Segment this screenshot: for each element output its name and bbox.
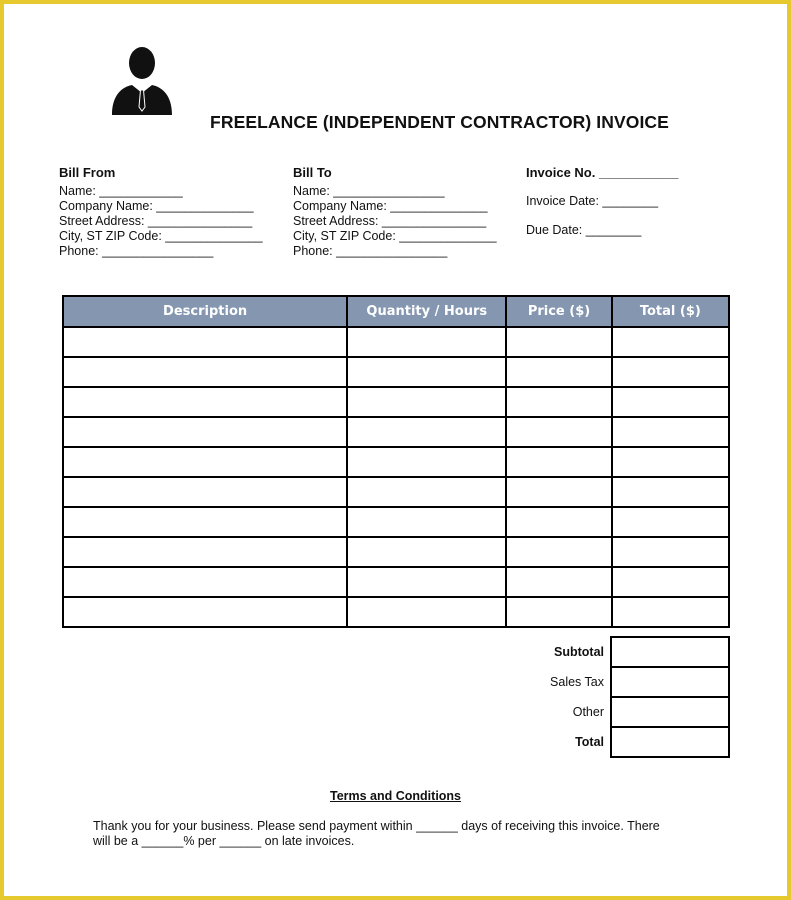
invoice-date-field[interactable]: Invoice Date: ________	[526, 194, 659, 208]
bill-from-city-field[interactable]: City, ST ZIP Code: ______________	[59, 229, 263, 243]
terms-heading: Terms and Conditions	[329, 789, 462, 803]
description-cell[interactable]	[63, 477, 347, 507]
bill-to-city-field[interactable]: City, ST ZIP Code: ______________	[293, 229, 497, 243]
price-cell[interactable]	[506, 447, 611, 477]
terms-line-2: will be a ______% per ______ on late invoices.	[93, 834, 355, 848]
quantity-cell[interactable]	[347, 507, 506, 537]
table-row	[63, 507, 729, 537]
total-cell[interactable]	[612, 477, 729, 507]
total-cell[interactable]	[612, 327, 729, 357]
other-row	[500, 697, 729, 727]
other-label: Other	[572, 705, 604, 719]
subtotal-label: Subtotal	[554, 645, 604, 659]
quantity-cell[interactable]	[347, 567, 506, 597]
bill-to-phone-field[interactable]: Phone: ________________	[293, 244, 448, 258]
quantity-cell[interactable]	[347, 597, 506, 627]
table-header-row	[63, 296, 729, 327]
header-price: Price ($)	[506, 296, 611, 327]
table-row	[63, 477, 729, 507]
price-cell[interactable]	[506, 507, 611, 537]
terms-line-1: Thank you for your business. Please send payment within ______ days of receiving this invoice. There	[93, 819, 660, 833]
price-cell[interactable]	[506, 417, 611, 447]
table-row	[63, 357, 729, 387]
subtotal-row	[500, 637, 729, 667]
total-row	[500, 727, 729, 757]
total-cell[interactable]	[612, 357, 729, 387]
total-cell[interactable]	[612, 567, 729, 597]
table-row	[63, 447, 729, 477]
total-cell[interactable]	[612, 537, 729, 567]
total-cell[interactable]	[612, 507, 729, 537]
businessman-icon	[110, 43, 174, 115]
price-cell[interactable]	[506, 537, 611, 567]
line-items-table	[62, 295, 730, 628]
quantity-cell[interactable]	[347, 357, 506, 387]
bill-from-name-field[interactable]: Name: ____________	[59, 184, 183, 198]
description-cell[interactable]	[63, 417, 347, 447]
bill-to-heading: Bill To	[293, 165, 332, 180]
bill-from-phone-field[interactable]: Phone: ________________	[59, 244, 214, 258]
subtotal-cell[interactable]	[611, 637, 729, 667]
quantity-cell[interactable]	[347, 477, 506, 507]
table-row	[63, 537, 729, 567]
header-description: Description	[63, 296, 347, 327]
total-cell[interactable]	[612, 447, 729, 477]
bill-from-company-field[interactable]: Company Name: ______________	[59, 199, 254, 213]
total-label: Total	[575, 735, 604, 749]
bill-from-street-field[interactable]: Street Address: _______________	[59, 214, 253, 228]
quantity-cell[interactable]	[347, 537, 506, 567]
total-cell[interactable]	[611, 727, 729, 757]
sales-tax-cell[interactable]	[611, 667, 729, 697]
totals-table	[500, 636, 730, 758]
line-items-body	[63, 327, 729, 627]
total-cell[interactable]	[612, 597, 729, 627]
bill-from-heading: Bill From	[59, 165, 116, 180]
description-cell[interactable]	[63, 357, 347, 387]
price-cell[interactable]	[506, 357, 611, 387]
sales-tax-row	[500, 667, 729, 697]
price-cell[interactable]	[506, 387, 611, 417]
table-row	[63, 387, 729, 417]
total-cell[interactable]	[612, 387, 729, 417]
description-cell[interactable]	[63, 447, 347, 477]
bill-from-section	[59, 165, 263, 259]
invoice-title: FREELANCE (INDEPENDENT CONTRACTOR) INVOICE	[210, 112, 669, 132]
price-cell[interactable]	[506, 477, 611, 507]
quantity-cell[interactable]	[347, 447, 506, 477]
description-cell[interactable]	[63, 327, 347, 357]
invoice-number-field[interactable]: Invoice No. ___________	[526, 165, 679, 180]
total-cell[interactable]	[612, 417, 729, 447]
description-cell[interactable]	[63, 567, 347, 597]
bill-to-company-field[interactable]: Company Name: ______________	[293, 199, 488, 213]
table-row	[63, 567, 729, 597]
sales-tax-label: Sales Tax	[550, 675, 604, 689]
invoice-meta-section	[526, 165, 679, 238]
header-total: Total ($)	[612, 296, 729, 327]
table-row	[63, 597, 729, 627]
table-row	[63, 327, 729, 357]
description-cell[interactable]	[63, 597, 347, 627]
price-cell[interactable]	[506, 567, 611, 597]
bill-to-street-field[interactable]: Street Address: _______________	[293, 214, 487, 228]
table-row	[63, 417, 729, 447]
other-cell[interactable]	[611, 697, 729, 727]
description-cell[interactable]	[63, 507, 347, 537]
price-cell[interactable]	[506, 597, 611, 627]
quantity-cell[interactable]	[347, 387, 506, 417]
terms-body	[93, 819, 693, 849]
bill-to-name-field[interactable]: Name: ________________	[293, 184, 445, 198]
due-date-field[interactable]: Due Date: ________	[526, 223, 642, 237]
header-quantity-hours: Quantity / Hours	[347, 296, 506, 327]
quantity-cell[interactable]	[347, 417, 506, 447]
price-cell[interactable]	[506, 327, 611, 357]
quantity-cell[interactable]	[347, 327, 506, 357]
bill-to-section	[293, 165, 497, 259]
description-cell[interactable]	[63, 387, 347, 417]
description-cell[interactable]	[63, 537, 347, 567]
